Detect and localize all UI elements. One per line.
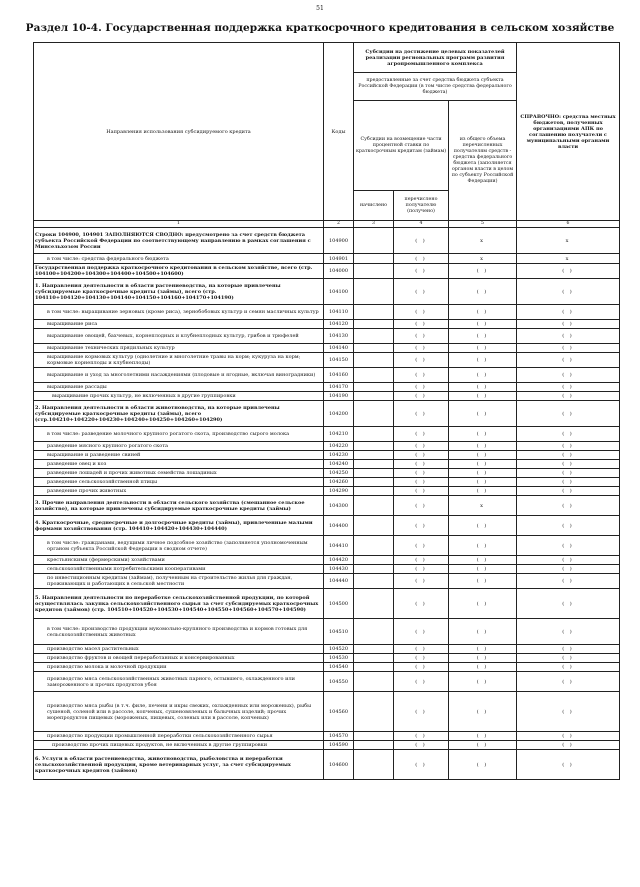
row-code: 104240: [324, 460, 354, 469]
row-transferred[interactable]: ( ): [394, 645, 449, 654]
row-reference[interactable]: ( ): [517, 344, 620, 353]
row-label: производство фруктов и овощей переработанных и консервированных: [34, 654, 324, 663]
row-code: 104000: [324, 264, 354, 279]
row-accrued[interactable]: [354, 368, 394, 383]
row-federal[interactable]: ( ): [449, 556, 517, 565]
row-accrued[interactable]: [354, 305, 394, 320]
row-code: 104510: [324, 619, 354, 645]
table-row: [34, 663, 620, 672]
row-federal[interactable]: ( ): [449, 442, 517, 451]
page-number: 51: [316, 5, 324, 12]
table-row: [34, 228, 620, 254]
row-accrued[interactable]: [354, 750, 394, 780]
table-row: [34, 516, 620, 536]
row-label: разведение прочих животных: [34, 487, 324, 496]
row-transferred[interactable]: ( ): [394, 368, 449, 383]
row-federal[interactable]: x: [449, 228, 517, 254]
row-label: 2. Направления деятельности в области животноводства, на которые привлечены субсидируемые краткосрочные кредиты (займы), всего (стр.104210+104220+104230+104240+104250+104260+104290): [34, 401, 324, 427]
row-reference[interactable]: ( ): [517, 536, 620, 556]
row-code: 104560: [324, 692, 354, 732]
row-code: 104110: [324, 305, 354, 320]
header-interest: Субсидии на возмещение части процентной ставки по краткосрочным кредитам (займам): [354, 101, 449, 191]
row-code: 104540: [324, 663, 354, 672]
table-row: [34, 654, 620, 663]
col-number: 1: [34, 221, 324, 228]
row-reference[interactable]: ( ): [517, 645, 620, 654]
table-row: [34, 750, 620, 780]
row-label: производство продукции промышленной переработки сельскохозяйственного сырья: [34, 732, 324, 741]
row-label: в том числе: выращивание зерновых (кроме риса), зернобобовых культур и семян масличных культур: [34, 305, 324, 320]
table-row: [34, 732, 620, 741]
row-label: 4. Краткосрочные, среднесрочные и долгосрочные кредиты (займы), привлеченные малыми формами хозяйствования (стр. 104410+104420+104430+104440): [34, 516, 324, 536]
table-row: [34, 427, 620, 442]
row-federal[interactable]: ( ): [449, 392, 517, 401]
header-total-received: из общего объема перечисленных получателям средств - средства федерального бюджета (заполняется органом власти в целом по субъекту Российской Федерации): [449, 101, 517, 221]
row-label: выращивание овощей, бахчевых, корнеплодных и клубнеплодных культур, грибов и трюфелей: [34, 329, 324, 344]
row-transferred[interactable]: ( ): [394, 574, 449, 589]
row-code: 104290: [324, 487, 354, 496]
row-label: Государственная поддержка краткосрочного кредитования в сельском хозяйстве, всего (стр. 104100+104200+104300+104400+104500+104600): [34, 264, 324, 279]
row-reference[interactable]: ( ): [517, 692, 620, 732]
row-transferred[interactable]: ( ): [394, 565, 449, 574]
row-federal[interactable]: ( ): [449, 589, 517, 619]
row-federal[interactable]: ( ): [449, 574, 517, 589]
row-transferred[interactable]: ( ): [394, 496, 449, 516]
row-code: 104140: [324, 344, 354, 353]
row-transferred[interactable]: ( ): [394, 536, 449, 556]
row-transferred[interactable]: ( ): [394, 487, 449, 496]
row-federal[interactable]: x: [449, 496, 517, 516]
row-federal[interactable]: ( ): [449, 654, 517, 663]
row-label: производство мяса рыбы (в т.ч. филе, печени и икры свежих, охлажденных или мороженых), рыбы сушеной, соленой или в рассоле, копченых, сушеновяленых и балычных изделий; прочих морепродуктов пищевых (мороженых, пищевых, соленых или в рассоле, копченых): [34, 692, 324, 732]
row-label: производство молока и молочной продукции: [34, 663, 324, 672]
row-transferred[interactable]: ( ): [394, 654, 449, 663]
row-reference[interactable]: ( ): [517, 487, 620, 496]
row-reference[interactable]: ( ): [517, 383, 620, 392]
row-label: Строки 104900, 104901 ЗАПОЛНЯЮТСЯ СВОДНО: предусмотрено за счет средств бюджета субъекта Российской Федерации по соответствующему направлению в рамках соглашения с Минсельхозом России: [34, 228, 324, 254]
row-reference[interactable]: ( ): [517, 516, 620, 536]
header-codes: Коды: [324, 43, 354, 221]
table-row: [34, 487, 620, 496]
row-reference[interactable]: ( ): [517, 672, 620, 692]
row-reference[interactable]: ( ): [517, 329, 620, 344]
row-code: 104550: [324, 672, 354, 692]
row-transferred[interactable]: ( ): [394, 305, 449, 320]
row-transferred[interactable]: ( ): [394, 750, 449, 780]
row-transferred[interactable]: ( ): [394, 228, 449, 254]
row-label: выращивание рассады: [34, 383, 324, 392]
row-code: 104120: [324, 320, 354, 329]
col-number: 4: [394, 221, 449, 228]
row-transferred[interactable]: ( ): [394, 556, 449, 565]
row-label: в том числе: средства федерального бюджета: [34, 254, 324, 264]
row-accrued[interactable]: [354, 469, 394, 478]
row-federal[interactable]: ( ): [449, 516, 517, 536]
row-reference[interactable]: x: [517, 254, 620, 264]
table-row: [34, 672, 620, 692]
row-code: 104220: [324, 442, 354, 451]
row-label: разведение лошадей и прочих животных семейства лошадиных: [34, 469, 324, 478]
row-transferred[interactable]: ( ): [394, 442, 449, 451]
table-row: [34, 619, 620, 645]
row-code: 104440: [324, 574, 354, 589]
row-code: 104901: [324, 254, 354, 264]
row-accrued[interactable]: [354, 654, 394, 663]
row-transferred[interactable]: ( ): [394, 353, 449, 368]
table-row: [34, 368, 620, 383]
row-federal[interactable]: x: [449, 254, 517, 264]
row-transferred[interactable]: ( ): [394, 254, 449, 264]
row-transferred[interactable]: ( ): [394, 329, 449, 344]
row-transferred[interactable]: ( ): [394, 692, 449, 732]
row-reference[interactable]: ( ): [517, 556, 620, 565]
row-accrued[interactable]: [354, 329, 394, 344]
row-accrued[interactable]: [354, 645, 394, 654]
row-reference[interactable]: ( ): [517, 320, 620, 329]
row-federal[interactable]: ( ): [449, 663, 517, 672]
row-accrued[interactable]: [354, 401, 394, 427]
table-row: [34, 264, 620, 279]
row-transferred[interactable]: ( ): [394, 401, 449, 427]
table-row: [34, 478, 620, 487]
row-code: 104130: [324, 329, 354, 344]
row-code: 104210: [324, 427, 354, 442]
row-accrued[interactable]: [354, 487, 394, 496]
row-accrued[interactable]: [354, 536, 394, 556]
row-federal[interactable]: ( ): [449, 487, 517, 496]
row-code: 104590: [324, 741, 354, 750]
row-accrued[interactable]: [354, 672, 394, 692]
table-body: [34, 228, 620, 780]
row-label: 6. Услуги в области растениеводства, животноводства, рыболовства и переработки сельскохозяйственной продукции, кроме ветеринарных услуг, за счет субсидируемых краткосрочных кредитов (займов): [34, 750, 324, 780]
row-label: выращивание и уход за многолетними насаждениями (плодовые и ягодные, включая виноградники): [34, 368, 324, 383]
table-row: [34, 442, 620, 451]
row-accrued[interactable]: [354, 228, 394, 254]
row-code: 104420: [324, 556, 354, 565]
row-accrued[interactable]: [354, 574, 394, 589]
row-reference[interactable]: ( ): [517, 732, 620, 741]
table-row: [34, 556, 620, 565]
row-reference[interactable]: ( ): [517, 401, 620, 427]
table-row: [34, 353, 620, 368]
row-reference[interactable]: ( ): [517, 741, 620, 750]
row-federal[interactable]: ( ): [449, 469, 517, 478]
row-label: 1. Направления деятельности в области растениеводства, на которые привлечены субсидируемые краткосрочные кредиты (займы), всего (стр. 104110+104120+104130+104140+104150+104160+104170+104190): [34, 279, 324, 305]
col-number: 3: [354, 221, 394, 228]
row-code: 104200: [324, 401, 354, 427]
row-code: 104170: [324, 383, 354, 392]
table-row: [34, 254, 620, 264]
row-code: 104410: [324, 536, 354, 556]
row-federal[interactable]: ( ): [449, 383, 517, 392]
row-transferred[interactable]: ( ): [394, 732, 449, 741]
row-federal[interactable]: ( ): [449, 353, 517, 368]
row-reference[interactable]: x: [517, 228, 620, 254]
table-row: [34, 329, 620, 344]
row-accrued[interactable]: [354, 353, 394, 368]
row-code: 104530: [324, 654, 354, 663]
row-code: 104230: [324, 451, 354, 460]
row-label: 3. Прочие направления деятельности в области сельского хозяйства (смешанное сельское хозяйство), на которые привлечены субсидируемые краткосрочные кредиты (займы): [34, 496, 324, 516]
row-code: 104570: [324, 732, 354, 741]
row-reference[interactable]: ( ): [517, 392, 620, 401]
row-code: 104300: [324, 496, 354, 516]
header-accrued: начислено: [354, 191, 394, 221]
row-reference[interactable]: ( ): [517, 496, 620, 516]
row-accrued[interactable]: [354, 516, 394, 536]
row-federal[interactable]: ( ): [449, 264, 517, 279]
row-code: 104900: [324, 228, 354, 254]
row-label: разведение мясного крупного рогатого скота: [34, 442, 324, 451]
table-row: [34, 451, 620, 460]
section-title: Раздел 10-4. Государственная поддержка краткосрочного кредитования в сельском хозяйстве: [25, 22, 615, 34]
table-row: [34, 401, 620, 427]
table-row: [34, 589, 620, 619]
row-transferred[interactable]: ( ): [394, 516, 449, 536]
row-federal[interactable]: ( ): [449, 619, 517, 645]
table-row: [34, 344, 620, 353]
row-accrued[interactable]: [354, 741, 394, 750]
col-number: 2: [324, 221, 354, 228]
row-label: выращивание технических прядильных культур: [34, 344, 324, 353]
subsidy-table: [33, 42, 620, 780]
table-row: [34, 383, 620, 392]
table-row: [34, 496, 620, 516]
row-label: сельскохозяйственными потребительскими кооперативами: [34, 565, 324, 574]
row-accrued[interactable]: [354, 663, 394, 672]
row-label: в том числе: разведение молочного крупного рогатого скота, производство сырого молока: [34, 427, 324, 442]
row-federal[interactable]: ( ): [449, 565, 517, 574]
row-accrued[interactable]: [354, 383, 394, 392]
row-label: производство масел растительных: [34, 645, 324, 654]
row-transferred[interactable]: ( ): [394, 619, 449, 645]
row-accrued[interactable]: [354, 254, 394, 264]
row-federal[interactable]: ( ): [449, 692, 517, 732]
row-transferred[interactable]: ( ): [394, 672, 449, 692]
row-federal[interactable]: ( ): [449, 732, 517, 741]
row-federal[interactable]: ( ): [449, 344, 517, 353]
row-label: в том числе: производство продукции мукомольно-крупяного производства и кормов готовых для сельскохозяйственных животных: [34, 619, 324, 645]
row-transferred[interactable]: ( ): [394, 663, 449, 672]
row-code: 104520: [324, 645, 354, 654]
row-federal[interactable]: ( ): [449, 427, 517, 442]
row-transferred[interactable]: ( ): [394, 264, 449, 279]
row-accrued[interactable]: [354, 496, 394, 516]
row-accrued[interactable]: [354, 279, 394, 305]
row-reference[interactable]: ( ): [517, 460, 620, 469]
row-federal[interactable]: ( ): [449, 401, 517, 427]
row-accrued[interactable]: [354, 451, 394, 460]
table-row: [34, 645, 620, 654]
row-federal[interactable]: ( ): [449, 741, 517, 750]
row-label: производство прочих пищевых продуктов, не включенных в другие группировки: [34, 741, 324, 750]
row-label: по инвестиционным кредитам (займам), полученным на строительство жилья для граждан, проживающих и работающих в сельской местности: [34, 574, 324, 589]
header-transferred: перечислено получателю (получено): [394, 191, 449, 221]
row-transferred[interactable]: ( ): [394, 344, 449, 353]
row-code: 104260: [324, 478, 354, 487]
row-reference[interactable]: ( ): [517, 478, 620, 487]
row-federal[interactable]: ( ): [449, 672, 517, 692]
row-transferred[interactable]: ( ): [394, 427, 449, 442]
row-accrued[interactable]: [354, 732, 394, 741]
row-transferred[interactable]: ( ): [394, 478, 449, 487]
row-reference[interactable]: ( ): [517, 619, 620, 645]
header-group: Субсидии на достижение целевых показателей реализации региональных программ развития агропромышленного комплекса: [354, 43, 517, 73]
row-label: производство мяса сельскохозяйственных животных парного, остывшего, охлажденного или замороженного и прочих продуктов убоя: [34, 672, 324, 692]
row-reference[interactable]: ( ): [517, 264, 620, 279]
header-directions: Направления использования субсидируемого кредита: [34, 43, 324, 221]
row-transferred[interactable]: ( ): [394, 469, 449, 478]
row-label: в том числе: гражданами, ведущими личное подсобное хозяйство (заполняется уполномоченным органом субъекта Российской Федерации в сводном отчете): [34, 536, 324, 556]
header-reference: СПРАВОЧНО: средства местных бюджетов, полученных организациями АПК по соглашению получатели с муниципальными органами власти: [517, 43, 620, 221]
row-transferred[interactable]: ( ): [394, 279, 449, 305]
table-row: [34, 320, 620, 329]
row-federal[interactable]: ( ): [449, 368, 517, 383]
row-reference[interactable]: ( ): [517, 451, 620, 460]
col-number: 6: [517, 221, 620, 228]
row-reference[interactable]: ( ): [517, 654, 620, 663]
row-code: 104500: [324, 589, 354, 619]
row-code: 104250: [324, 469, 354, 478]
row-accrued[interactable]: [354, 619, 394, 645]
row-accrued[interactable]: [354, 320, 394, 329]
row-accrued[interactable]: [354, 427, 394, 442]
row-federal[interactable]: ( ): [449, 750, 517, 780]
row-code: 104190: [324, 392, 354, 401]
table-row: [34, 692, 620, 732]
row-code: 104430: [324, 565, 354, 574]
row-label: выращивание и разведение свиней: [34, 451, 324, 460]
row-code: 104400: [324, 516, 354, 536]
row-federal[interactable]: ( ): [449, 645, 517, 654]
table-row: [34, 536, 620, 556]
table-row: [34, 392, 620, 401]
row-transferred[interactable]: ( ): [394, 383, 449, 392]
row-reference[interactable]: ( ): [517, 368, 620, 383]
table-row: [34, 460, 620, 469]
row-label: разведение сельскохозяйственной птицы: [34, 478, 324, 487]
row-federal[interactable]: ( ): [449, 279, 517, 305]
row-federal[interactable]: ( ): [449, 536, 517, 556]
row-label: 5. Направления деятельности по переработке сельскохозяйственной продукции, по которой осуществлялась закупка сельскохозяйственного сырья за счет субсидируемых краткосрочных кредитов (займов) (стр. 104510+104520+104530+104540+104550+104560+104570+104590): [34, 589, 324, 619]
row-reference[interactable]: ( ): [517, 469, 620, 478]
row-reference[interactable]: ( ): [517, 427, 620, 442]
row-accrued[interactable]: [354, 460, 394, 469]
row-federal[interactable]: ( ): [449, 460, 517, 469]
row-label: разведение овец и коз: [34, 460, 324, 469]
row-reference[interactable]: ( ): [517, 750, 620, 780]
header-federal-share: предоставленные за счет средства бюджета субъекта Российской Федерации (в том числе средства федерального бюджета): [354, 73, 517, 101]
row-label: выращивание риса: [34, 320, 324, 329]
row-transferred[interactable]: ( ): [394, 460, 449, 469]
row-federal[interactable]: ( ): [449, 305, 517, 320]
row-accrued[interactable]: [354, 264, 394, 279]
table-row: [34, 565, 620, 574]
row-transferred[interactable]: ( ): [394, 451, 449, 460]
row-reference[interactable]: ( ): [517, 565, 620, 574]
row-transferred[interactable]: ( ): [394, 589, 449, 619]
row-accrued[interactable]: [354, 478, 394, 487]
row-accrued[interactable]: [354, 565, 394, 574]
row-label: выращивание кормовых культур (однолетние и многолетние травы на корм; кукуруза на корм; кормовые корнеплоды и клубнеплоды): [34, 353, 324, 368]
row-reference[interactable]: ( ): [517, 279, 620, 305]
row-federal[interactable]: ( ): [449, 478, 517, 487]
row-label: выращивание прочих культур, не включенных в другие группировки: [34, 392, 324, 401]
row-reference[interactable]: ( ): [517, 574, 620, 589]
row-federal[interactable]: ( ): [449, 451, 517, 460]
row-reference[interactable]: ( ): [517, 589, 620, 619]
row-reference[interactable]: ( ): [517, 442, 620, 451]
row-accrued[interactable]: [354, 589, 394, 619]
row-code: 104160: [324, 368, 354, 383]
row-accrued[interactable]: [354, 344, 394, 353]
row-transferred[interactable]: ( ): [394, 741, 449, 750]
row-accrued[interactable]: [354, 392, 394, 401]
table-row: [34, 574, 620, 589]
row-accrued[interactable]: [354, 692, 394, 732]
row-reference[interactable]: ( ): [517, 305, 620, 320]
row-code: 104100: [324, 279, 354, 305]
row-accrued[interactable]: [354, 556, 394, 565]
table-row: [34, 305, 620, 320]
table-row: [34, 469, 620, 478]
row-federal[interactable]: ( ): [449, 329, 517, 344]
table-row: [34, 279, 620, 305]
row-transferred[interactable]: ( ): [394, 392, 449, 401]
col-number: 5: [449, 221, 517, 228]
row-reference[interactable]: ( ): [517, 353, 620, 368]
table-row: [34, 741, 620, 750]
row-label: крестьянскими (фермерскими) хозяйствами: [34, 556, 324, 565]
row-federal[interactable]: ( ): [449, 320, 517, 329]
row-transferred[interactable]: ( ): [394, 320, 449, 329]
row-code: 104150: [324, 353, 354, 368]
row-reference[interactable]: ( ): [517, 663, 620, 672]
row-accrued[interactable]: [354, 442, 394, 451]
row-code: 104600: [324, 750, 354, 780]
